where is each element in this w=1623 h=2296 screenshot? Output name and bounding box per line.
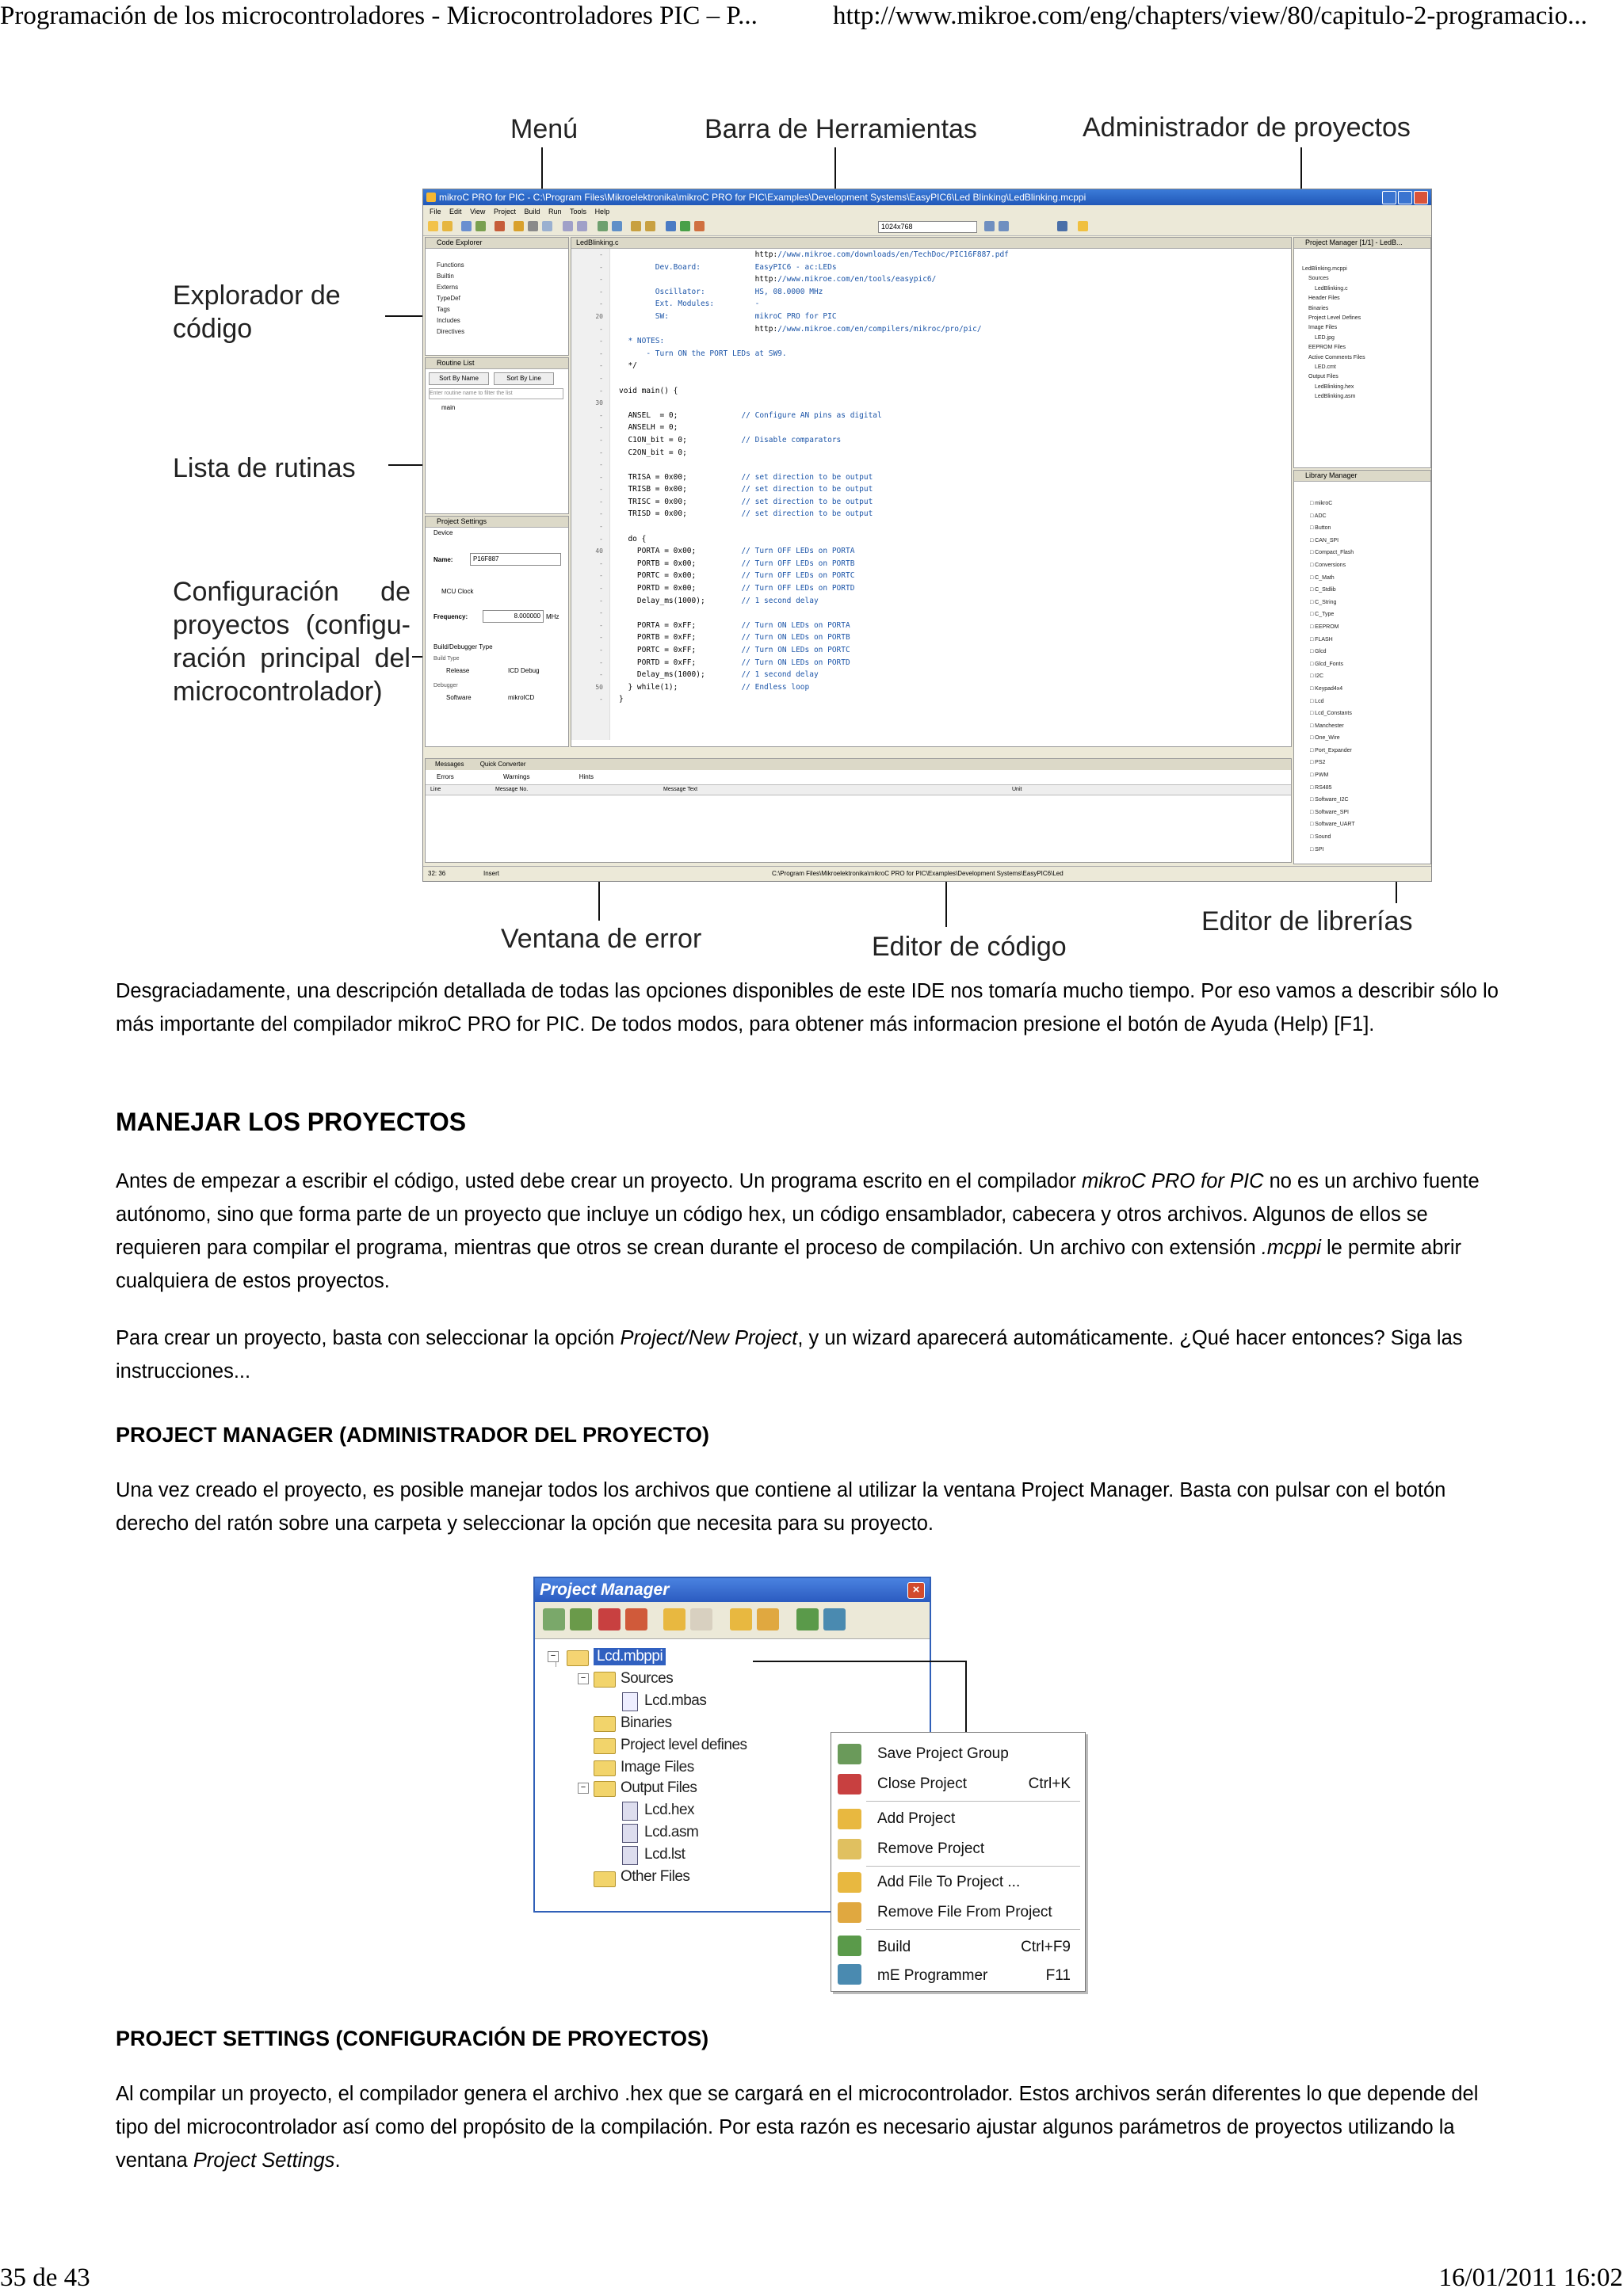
tree-project-root[interactable]: Lcd.mbppi (594, 1648, 666, 1665)
text-italic: .mcppi (1261, 1237, 1321, 1259)
print-icon[interactable] (495, 221, 505, 231)
cursor-position: 32: 36 (428, 870, 446, 877)
indent-icon[interactable] (631, 221, 641, 231)
menu-remove-file[interactable]: Remove File From Project (877, 1904, 1052, 1920)
code-line[interactable]: Dev.Board: EasyPIC6 - ac:LEDs (619, 262, 837, 272)
text-italic: mikroC PRO for PIC (1081, 1170, 1264, 1192)
library-item[interactable]: □ Lcd (1310, 698, 1324, 704)
save-all-icon[interactable] (475, 221, 486, 231)
code-line[interactable]: do { (619, 534, 647, 543)
library-item[interactable]: □ Manchester (1310, 723, 1344, 729)
folder-icon (594, 1781, 616, 1797)
menu-build[interactable]: Build (524, 208, 540, 215)
tree-sources[interactable]: Sources (621, 1670, 674, 1687)
add-file-icon (838, 1872, 861, 1893)
file-icon (622, 1692, 638, 1711)
text: le permite abrir cualquiera de estos proyectos. (116, 1237, 1462, 1292)
project-manager-window-title: Project Manager (535, 1578, 930, 1602)
menu-close-project[interactable]: Close Project (877, 1775, 967, 1792)
redo-icon[interactable] (577, 221, 587, 231)
file-icon (622, 1824, 638, 1843)
library-item[interactable]: □ One_Wire (1310, 735, 1340, 742)
project-tree-item[interactable]: LedBlinking.c (1315, 285, 1348, 292)
heading-manage-projects: MANEJAR LOS PROYECTOS (116, 1108, 467, 1136)
library-item[interactable]: □ Port_Expander (1310, 747, 1352, 753)
library-item[interactable]: □ Lcd_Constants (1310, 711, 1352, 717)
library-item[interactable]: □ Button (1310, 525, 1331, 532)
mikroicd-radio[interactable]: mikroICD (508, 694, 535, 701)
heading-project-settings: PROJECT SETTINGS (CONFIGURACIÓN DE PROYECTOS) (116, 2027, 709, 2050)
library-item[interactable]: □ ADC (1310, 513, 1327, 519)
print-footer-datetime: 16/01/2011 16:02 (1438, 2264, 1623, 2292)
remove-project-icon (838, 1839, 861, 1859)
code-explorer-pane (425, 237, 569, 356)
text: , y un wizard aparecerá automáticamente. ¿Qué hacer entonces? Siga las instrucciones... (116, 1327, 1463, 1383)
code-line[interactable]: void main() { (619, 386, 678, 395)
add-file-icon[interactable] (730, 1608, 752, 1630)
code-explorer-item[interactable]: Externs (437, 284, 459, 291)
code-line[interactable]: ANSELH = 0; (619, 423, 678, 433)
routine-list-pane (425, 357, 569, 514)
minimize-button[interactable] (1382, 191, 1396, 204)
project-tree-item[interactable]: LedBlinking.asm (1315, 394, 1356, 400)
project-tree-item[interactable]: Image Files (1308, 325, 1338, 331)
code-line[interactable]: TRISD = 0x00; // set direction to be output (619, 509, 873, 519)
library-item[interactable]: □ Keypad4x4 (1310, 685, 1343, 692)
code-line[interactable]: PORTB = 0x00; // Turn OFF LEDs on PORTB (619, 559, 855, 568)
quick-converter-tab[interactable]: Quick Converter (479, 761, 526, 768)
layout-icon[interactable] (999, 221, 1009, 231)
line-gutter: - - - - - 20 - - - - - - 30 - - - - - - - - - - - 40 - - - - - - - - - - 50 - (595, 251, 603, 704)
build-icon[interactable] (666, 221, 676, 231)
new-icon[interactable] (428, 221, 438, 231)
warnings-checkbox[interactable]: Warnings (503, 773, 530, 780)
code-line[interactable]: } while(1); // Endless loop (619, 682, 810, 692)
code-line[interactable]: TRISB = 0x00; // set direction to be output (619, 485, 873, 494)
routine-filter-input[interactable]: Enter routine name to filter the list (429, 388, 563, 399)
code-line[interactable]: http://www.mikroe.com/en/tools/easypic6/ (619, 275, 937, 284)
code-line[interactable] (619, 521, 1009, 533)
library-manager-title: Library Manager (1294, 471, 1430, 482)
code-line[interactable]: */ (619, 361, 637, 371)
callout-routine-list: Lista de rutinas (173, 453, 356, 483)
software-radio[interactable]: Software (446, 694, 472, 701)
programmer-icon[interactable] (823, 1608, 846, 1630)
print-header-title: Programación de los microcontroladores - Microcontroladores PIC – P... (0, 2, 758, 30)
folder-icon (594, 1716, 616, 1732)
collapse-icon[interactable]: − (548, 1651, 559, 1662)
connector-line (753, 1661, 967, 1662)
callout-toolbar: Barra de Herramientas (705, 114, 977, 144)
program-icon[interactable] (694, 221, 705, 231)
code-area[interactable] (571, 249, 1291, 740)
menu-project[interactable]: Project (493, 208, 516, 215)
view-icon[interactable] (984, 221, 995, 231)
library-manager-pane (1293, 470, 1431, 864)
save-group-icon (838, 1744, 861, 1764)
library-item[interactable]: □ mikroC (1310, 501, 1333, 506)
status-bar (423, 866, 1431, 881)
library-item[interactable]: □ I2C (1310, 673, 1324, 680)
folder-icon (594, 1760, 616, 1776)
ide-window (422, 189, 1432, 882)
build-icon[interactable] (796, 1608, 819, 1630)
project-tree-item[interactable]: LED.jpg (1315, 334, 1335, 341)
menu-add-file[interactable]: Add File To Project ... (877, 1874, 1021, 1890)
library-item[interactable]: □ Glcd (1310, 649, 1327, 655)
frequency-input[interactable]: 8.000000 (483, 610, 544, 623)
code-line[interactable]: http://www.mikroe.com/en/compilers/mikroc/pro/pic/ (619, 324, 982, 334)
file-path: C:\Program Files\Mikroelektronika\mikroC PRO for PIC\Examples\Development Systems\EasyPIC6\Led (772, 870, 1064, 877)
menu-separator (866, 1801, 1080, 1802)
tree-binaries[interactable]: Binaries (621, 1714, 672, 1731)
open-icon[interactable] (442, 221, 453, 231)
code-line[interactable] (619, 372, 1009, 385)
col-message-text: Message Text (663, 787, 698, 792)
menu-run[interactable]: Run (548, 208, 562, 215)
project-tree[interactable] (1294, 249, 1430, 402)
code-line[interactable]: Delay_ms(1000); // 1 second delay (619, 670, 819, 680)
callout-library-editor: Editor de librerías (1201, 906, 1413, 936)
menu-file[interactable]: File (430, 208, 441, 215)
library-item[interactable]: □ PS2 (1310, 760, 1326, 766)
sort-by-line-button[interactable]: Sort By Line (494, 372, 554, 385)
code-line[interactable]: PORTC = 0xFF; // Turn ON LEDs on PORTC (619, 646, 850, 654)
code-line[interactable]: ANSEL = 0; // Configure AN pins as digital (619, 410, 882, 420)
code-line[interactable]: PORTA = 0xFF; // Turn ON LEDs on PORTA (619, 620, 850, 630)
library-item[interactable]: □ CAN_SPI (1310, 537, 1339, 543)
menu-separator (866, 1929, 1080, 1930)
code-line[interactable] (619, 607, 1009, 620)
text: . (334, 2149, 341, 2172)
project-manager-pane (1293, 237, 1431, 468)
close-icon[interactable]: × (907, 1582, 925, 1599)
library-item[interactable]: □ C_Math (1310, 574, 1335, 581)
resolution-combo[interactable]: 1024x768 (878, 221, 977, 233)
paragraph-project-settings (116, 2077, 1510, 2177)
hints-checkbox[interactable]: Hints (579, 773, 594, 780)
device-group-label: Device (433, 529, 453, 536)
project-tree-item[interactable]: LedBlinking.mcppi (1302, 266, 1347, 272)
ide-titlebar (423, 189, 1431, 205)
code-line[interactable]: Delay_ms(1000); // 1 second delay (619, 596, 819, 605)
col-unit: Unit (1012, 787, 1022, 792)
menu-save-project-group[interactable]: Save Project Group (877, 1745, 1009, 1762)
context-menu (831, 1732, 1086, 1992)
add-project-icon (838, 1809, 861, 1829)
code-line[interactable]: PORTC = 0x00; // Turn OFF LEDs on PORTC (619, 571, 855, 581)
tree-project-defines[interactable]: Project level defines (621, 1737, 747, 1753)
col-message-no: Message No. (495, 787, 529, 792)
ide-toolbar (423, 218, 1431, 236)
project-tree-item[interactable]: Header Files (1308, 296, 1340, 302)
code-explorer-item[interactable]: Includes (437, 317, 460, 324)
copy-icon[interactable] (528, 221, 538, 231)
find-icon[interactable] (598, 221, 608, 231)
folder-icon (594, 1738, 616, 1754)
shortcut-programmer: F11 (1045, 1967, 1071, 1984)
menu-tools[interactable]: Tools (570, 208, 587, 215)
tree-output-files[interactable]: Output Files (621, 1779, 697, 1796)
library-item[interactable]: □ C_Stdlib (1310, 587, 1336, 593)
project-manager-toolbar (535, 1602, 930, 1639)
text: Al compilar un proyecto, el compilador genera el archivo .hex que se cargará en el microcontrolador. Estos archivos serán diferentes lo que depende del tipo del microcontrolador así como del propósito de la compilación. Por esta razón es necesario ajustar algunos parámetros de proyectos utilizando la ventana (116, 2083, 1479, 2172)
project-tree-item[interactable]: Output Files (1308, 374, 1338, 380)
file-icon (622, 1846, 638, 1865)
save-group-icon[interactable] (543, 1608, 565, 1630)
code-explorer-item[interactable]: Builtin (437, 273, 454, 280)
project-settings-pane (425, 516, 569, 747)
menu-remove-project[interactable]: Remove Project (877, 1840, 985, 1857)
insert-mode: Insert (483, 870, 500, 877)
mcu-clock-label: MCU Clock (441, 588, 474, 595)
library-item[interactable]: □ Glcd_Fonts (1310, 661, 1343, 667)
menu-separator (866, 1866, 1080, 1867)
cut-icon[interactable] (514, 221, 524, 231)
project-settings-title: Project Settings (426, 517, 568, 528)
build-type-group: Build/Debugger Type (433, 643, 493, 650)
options-project-icon[interactable] (625, 1608, 647, 1630)
code-line[interactable]: Oscillator: HS, 08.0000 MHz (619, 287, 823, 296)
paragraph-intro: Desgraciadamente, una descripción detallada de todas las opciones disponibles de este IDE nos tomaría mucho tiempo. Por eso vamos a describir sólo lo más importante del compilador mikroC PRO for PIC. De todos modos, para obtener más informacion presione el botón de Ayuda (Help) [F1]. (116, 980, 1499, 1035)
save-icon[interactable] (461, 221, 472, 231)
menu-edit[interactable]: Edit (449, 208, 462, 215)
remove-file-icon (838, 1902, 861, 1923)
heading-project-manager: PROJECT MANAGER (ADMINISTRADOR DEL PROYECTO) (116, 1423, 710, 1447)
tree-file-mbas[interactable]: Lcd.mbas (644, 1692, 707, 1709)
callout-error-window: Ventana de error (501, 924, 702, 954)
code-line[interactable]: SW: mikroC PRO for PIC (619, 311, 837, 321)
code-line[interactable]: http://www.mikroe.com/downloads/en/TechDoc/PIC16F887.pdf (619, 250, 1009, 259)
maximize-button[interactable] (1398, 191, 1412, 204)
menu-me-programmer[interactable]: mE Programmer (877, 1967, 988, 1984)
paragraph-projects (116, 1165, 1510, 1298)
callout-code-explorer: Explorador de código (173, 280, 341, 344)
release-radio[interactable]: Release (446, 667, 470, 674)
menu-view[interactable]: View (470, 208, 486, 215)
messages-pane (425, 758, 1292, 863)
shortcut-close-project: Ctrl+K (1028, 1775, 1071, 1792)
code-line[interactable]: PORTA = 0x00; // Turn OFF LEDs on PORTA (619, 547, 855, 556)
frequency-label: Frequency: (433, 613, 468, 620)
outdent-icon[interactable] (645, 221, 655, 231)
code-line[interactable]: TRISA = 0x00; // set direction to be output (619, 472, 873, 482)
code-text[interactable] (619, 249, 1009, 706)
add-project-icon[interactable] (663, 1608, 685, 1630)
ide-menubar (423, 206, 1431, 217)
project-tree-item[interactable]: Active Comments Files (1308, 354, 1365, 360)
device-select[interactable]: P16F887 (470, 553, 561, 566)
file-icon (622, 1802, 638, 1821)
code-explorer-item[interactable]: Functions (437, 261, 464, 269)
tree-file-hex[interactable]: Lcd.hex (644, 1802, 695, 1818)
code-line[interactable] (619, 397, 1009, 410)
folder-icon (594, 1672, 616, 1688)
menu-build[interactable]: Build (877, 1939, 911, 1955)
ide-title: mikroC PRO for PIC - C:\Program Files\Mikroelektronika\mikroC PRO for PIC\Examples\Development Systems\EasyPIC6\Led Blinking\LedBlinking.mcppi (439, 192, 1086, 203)
print-footer-page: 35 de 43 (0, 2264, 90, 2292)
text-italic: Project/New Project (620, 1327, 798, 1349)
paragraph-new-project (116, 1322, 1510, 1388)
callout-code-editor: Editor de código (872, 932, 1067, 962)
undo-icon[interactable] (563, 221, 573, 231)
library-item[interactable]: □ Software_UART (1310, 822, 1355, 828)
paste-icon[interactable] (542, 221, 552, 231)
library-item[interactable]: □ EEPROM (1310, 624, 1339, 630)
folder-icon (594, 1871, 616, 1887)
code-line[interactable]: C1ON_bit = 0; // Disable comparators (619, 435, 842, 444)
text: Antes de empezar a escribir el código, usted debe crear un proyecto. Un programa escrito en el compilador (116, 1170, 1082, 1192)
replace-icon[interactable] (612, 221, 622, 231)
project-tree-item[interactable]: EEPROM Files (1308, 345, 1346, 351)
errors-checkbox[interactable]: Errors (437, 773, 454, 780)
build-type-label: Build Type (433, 656, 460, 662)
project-tree-item[interactable]: Binaries (1308, 305, 1329, 311)
collapse-icon[interactable]: − (578, 1783, 589, 1794)
help-icon[interactable] (1078, 221, 1088, 231)
icd-debug-radio[interactable]: ICD Debug (508, 667, 540, 674)
connector-line (965, 1661, 967, 1733)
project-tree-item[interactable]: LedBlinking.hex (1315, 383, 1354, 390)
frequency-unit: MHz (546, 613, 559, 620)
library-item[interactable]: □ Software_I2C (1310, 797, 1349, 803)
sort-by-name-button[interactable]: Sort By Name (429, 372, 489, 385)
library-item[interactable]: □ C_String (1310, 599, 1337, 605)
tree-image-files[interactable]: Image Files (621, 1759, 694, 1775)
library-item[interactable]: □ FLASH (1310, 636, 1333, 643)
close-button[interactable] (1414, 191, 1428, 204)
code-line[interactable]: C2ON_bit = 0; (619, 448, 687, 457)
library-item[interactable]: □ Compact_Flash (1310, 550, 1354, 556)
code-line[interactable]: PORTD = 0x00; // Turn OFF LEDs on PORTD (619, 584, 855, 593)
programmer-icon (838, 1964, 861, 1985)
library-item[interactable]: □ Conversions (1310, 562, 1346, 568)
project-icon (567, 1650, 589, 1666)
project-manager-title: Project Manager [1/1] - LedB... (1294, 238, 1430, 249)
callout-menu: Menú (510, 114, 579, 144)
print-header-url: http://www.mikroe.com/eng/chapters/view/80/capitulo-2-programacio... (833, 2, 1587, 30)
code-explorer-item[interactable]: TypeDef (437, 295, 460, 302)
callout-project-admin: Administrador de proyectos (1083, 113, 1411, 143)
device-name-label: Name: (433, 556, 453, 563)
text: no es un archivo fuente autónomo, sino que forma parte de un proyecto que incluye un código hex, un código ensamblador, cabecera y otros archivos. Algunos de ellos se requieren para compilar el programa, mientras que otros se crean durante el proceso de compilación. Un archivo con extensión (116, 1170, 1480, 1259)
code-line[interactable]: TRISC = 0x00; // set direction to be output (619, 497, 873, 506)
code-line[interactable]: - Turn ON the PORT LEDs at SW9. (619, 349, 787, 358)
routine-item-main[interactable]: main (441, 404, 456, 411)
library-tree[interactable] (1294, 482, 1430, 856)
library-item[interactable]: □ SPI (1310, 846, 1324, 852)
close-project-icon (838, 1774, 861, 1794)
close-project-icon[interactable] (598, 1608, 621, 1630)
app-icon (426, 193, 436, 202)
remove-file-icon[interactable] (757, 1608, 779, 1630)
debugger-label: Debugger (433, 683, 458, 688)
code-explorer-title: Code Explorer (426, 238, 568, 249)
editor-tab[interactable]: LedBlinking.c (571, 238, 1291, 249)
collapse-icon[interactable]: − (578, 1673, 589, 1684)
library-item[interactable]: □ C_Type (1310, 612, 1335, 618)
tree-file-asm[interactable]: Lcd.asm (644, 1824, 699, 1840)
code-line[interactable]: Ext. Modules: - (619, 299, 760, 309)
library-item[interactable]: □ RS485 (1310, 784, 1332, 791)
library-item[interactable]: □ Sound (1310, 834, 1331, 841)
code-explorer-item[interactable]: Tags (437, 306, 450, 313)
text-italic: Project Settings (193, 2149, 335, 2172)
col-line: Line (430, 787, 441, 792)
tree-other-files[interactable]: Other Files (621, 1868, 690, 1885)
project-tree-item[interactable]: LED.cmt (1315, 364, 1336, 371)
code-line[interactable]: PORTB = 0xFF; // Turn ON LEDs on PORTB (619, 633, 850, 643)
tree-file-lst[interactable]: Lcd.lst (644, 1846, 685, 1863)
project-tree-item[interactable]: Project Level Defines (1308, 315, 1361, 322)
build-all-icon[interactable] (680, 221, 690, 231)
code-line[interactable]: * NOTES: (619, 337, 665, 346)
code-editor-pane (571, 237, 1292, 747)
code-line[interactable] (619, 459, 1009, 471)
open-group-icon[interactable] (570, 1608, 592, 1630)
callout-project-config: Configuración de proyectos (configu- ración principal del microcontrolador) (173, 577, 411, 707)
code-line[interactable]: } (619, 695, 624, 704)
code-line[interactable]: PORTD = 0xFF; // Turn ON LEDs on PORTD (619, 658, 850, 667)
project-tree-item[interactable]: Sources (1308, 276, 1329, 282)
menu-help[interactable]: Help (594, 208, 610, 215)
build-icon (838, 1936, 861, 1956)
menu-add-project[interactable]: Add Project (877, 1810, 956, 1827)
routine-list-title: Routine List (426, 358, 568, 369)
paragraph-project-manager: Una vez creado el proyecto, es posible manejar todos los archivos que contiene al utilizar la ventana Project Manager. Basta con pulsar con el botón derecho del ratón sobre una carpeta y seleccionar la opción que necesita para su proyecto. (116, 1479, 1446, 1535)
options-icon[interactable] (1057, 221, 1067, 231)
library-item[interactable]: □ Software_SPI (1310, 809, 1349, 815)
code-explorer-item[interactable]: Directives (437, 328, 465, 335)
remove-project-icon[interactable] (690, 1608, 712, 1630)
text: Para crear un proyecto, basta con seleccionar la opción (116, 1327, 621, 1349)
messages-tab[interactable]: Messages (435, 761, 464, 768)
shortcut-build: Ctrl+F9 (1021, 1939, 1071, 1955)
library-item[interactable]: □ PWM (1310, 772, 1329, 779)
